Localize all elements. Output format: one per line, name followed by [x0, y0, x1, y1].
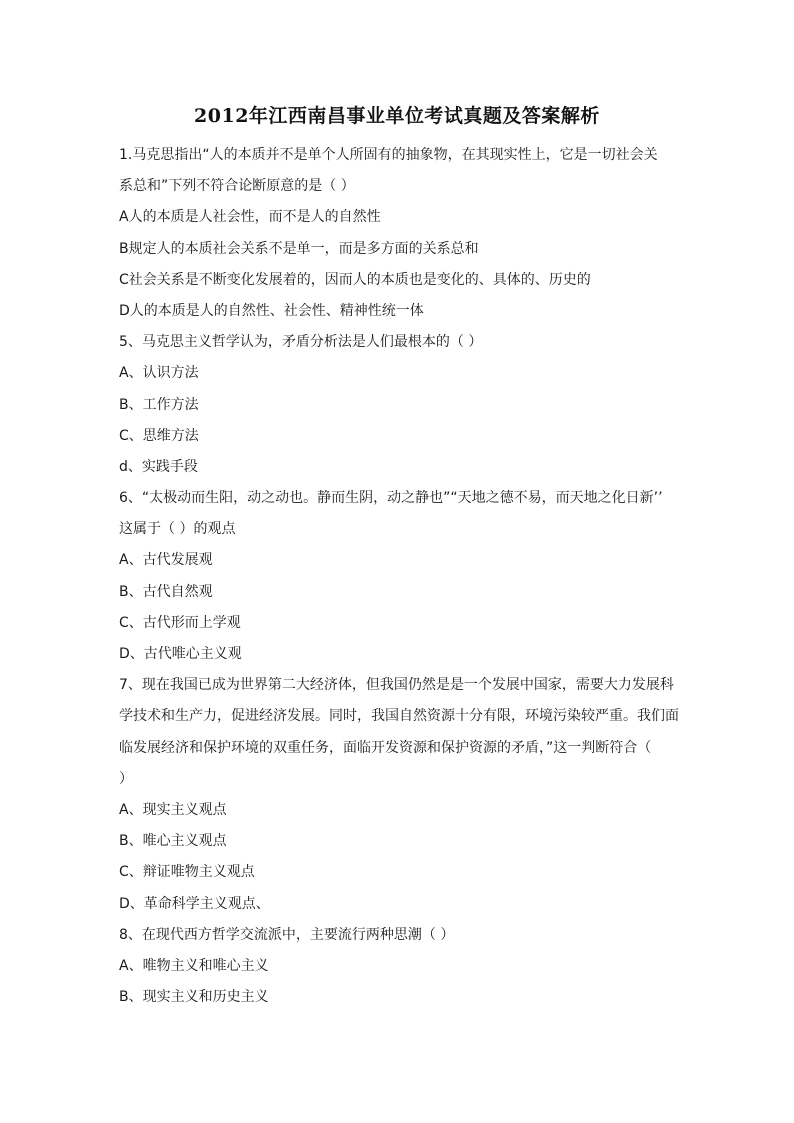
- text-line: 6、“太极动而生阳，动之动也。静而生阴，动之静也”“天地之德不易，而天地之化日新’’: [119, 490, 663, 507]
- text-line: d、实践手段: [119, 458, 198, 475]
- text-line: B规定人的本质社会关系不是单一，而是多方面的关系总和: [119, 240, 479, 257]
- text-line: A人的本质是人社会性，而不是人的自然性: [119, 209, 381, 226]
- text-line: 这属于（ ）的观点: [119, 521, 236, 538]
- text-line: 7、现在我国已成为世界第二大经济体，但我国仍然是是一个发展中国家，需要大力发展科: [119, 677, 674, 694]
- text-line: B、现实主义和历史主义: [119, 989, 269, 1006]
- text-line: 5、马克思主义哲学认为，矛盾分析法是人们最根本的（ ）: [119, 334, 483, 351]
- text-line: B、工作方法: [119, 396, 199, 413]
- text-line: 临发展经济和保护环境的双重任务，面临开发资源和保护资源的矛盾，”这一判断符合（: [119, 739, 652, 756]
- text-line: 1.马克思指出“人的本质并不是单个人所固有的抽象物，在其现实性上，它是一切社会关: [119, 147, 658, 163]
- text-line: A、唯物主义和唯心主义: [119, 957, 269, 974]
- text-line: 系总和”下列不符合论断原意的是（ ）: [119, 178, 355, 195]
- document-title: 2012年江西南昌事业单位考试真题及答案解析: [194, 105, 600, 127]
- text-line: A、古代发展观: [119, 552, 213, 569]
- text-line: A、现实主义观点: [119, 801, 227, 818]
- text-line: C、古代形而上学观: [119, 614, 241, 631]
- text-line: B、唯心主义观点: [119, 833, 227, 850]
- text-line: C、思维方法: [119, 427, 199, 444]
- text-line: D、古代唯心主义观: [119, 646, 242, 662]
- document-body: [119, 140, 679, 1013]
- text-line: D人的本质是人的自然性、社会性、精神性统一体: [119, 302, 424, 319]
- text-line: D、革命科学主义观点、: [119, 895, 270, 912]
- text-line: C、辩证唯物主义观点: [119, 864, 255, 881]
- text-line: A、认识方法: [119, 365, 199, 382]
- text-line: 8、在现代西方哲学交流派中，主要流行两种思潮（ ）: [119, 926, 455, 943]
- text-line: 学技术和生产力，促进经济发展。同时，我国自然资源十分有限，环境污染较严重。我们面: [119, 708, 679, 725]
- text-line: C社会关系是不断变化发展着的，因而人的本质也是变化的、具体的、历史的: [119, 271, 591, 288]
- text-line: B、古代自然观: [119, 583, 213, 600]
- text-line: ）: [119, 770, 133, 787]
